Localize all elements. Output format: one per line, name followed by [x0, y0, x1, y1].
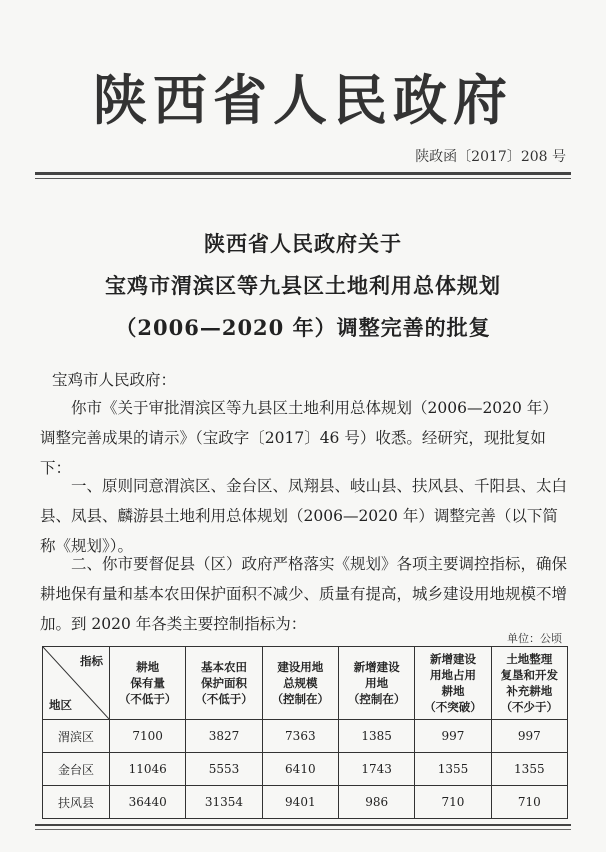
- table-cell: 986: [338, 786, 414, 819]
- column-header-line: （不少于）: [500, 700, 559, 714]
- document-number: 陕政函〔2017〕208 号: [415, 149, 566, 165]
- table-cell: 710: [415, 786, 491, 819]
- table-cell: 6410: [262, 753, 338, 786]
- column-header-line: 用地: [365, 676, 389, 690]
- corner-label-indicator: 指标: [80, 654, 103, 668]
- column-header-line: 补充耕地: [506, 684, 553, 698]
- table-cell: 1385: [338, 720, 414, 753]
- column-header-line: 土地整理: [506, 652, 553, 666]
- table-cell: 1743: [338, 753, 414, 786]
- header-divider-thin: [35, 178, 571, 179]
- column-header-line: 基本农田: [200, 660, 247, 674]
- table-cell: 710: [491, 786, 567, 819]
- title-line-2: 宝鸡市渭滨区等九县区土地利用总体规划: [105, 273, 501, 298]
- column-header-line: 新增建设: [353, 660, 400, 674]
- paragraph-2: 一、原则同意渭滨区、金台区、凤翔县、岐山县、扶风县、千阳县、太白县、凤县、麟游县土地利用总体规划（2006—2020 年）调整完善（以下简称《规划》）。: [40, 477, 568, 555]
- column-header: [262, 647, 338, 720]
- column-header-line: （控制在）: [271, 692, 330, 706]
- column-header: [110, 647, 186, 720]
- indicator-table: [42, 646, 568, 819]
- column-header-line: （不突破）: [424, 700, 482, 714]
- column-header: [338, 647, 414, 720]
- table-cell: 7100: [110, 720, 186, 753]
- footer-divider-thin: [35, 829, 571, 830]
- title-line-3: （2006—2020 年）调整完善的批复: [115, 315, 491, 340]
- corner-label-region: 地区: [49, 698, 72, 712]
- column-header-line: 总规模: [283, 676, 318, 690]
- table-cell: 31354: [186, 786, 262, 819]
- table-cell: 36440: [110, 786, 186, 819]
- column-header-line: （控制在）: [347, 692, 406, 706]
- row-region-label: 扶风县: [43, 786, 110, 819]
- column-header-line: 保有量: [130, 676, 165, 690]
- table-cell: 997: [491, 720, 567, 753]
- column-header-line: 复垦和开发: [500, 668, 559, 682]
- column-header-line: 新增建设: [429, 652, 476, 666]
- table-cell: 1355: [491, 753, 567, 786]
- table-cell: 1355: [415, 753, 491, 786]
- column-header-line: 建设用地: [277, 660, 324, 674]
- column-header-line: 保护面积: [200, 676, 247, 690]
- table-cell: 5553: [186, 753, 262, 786]
- row-region-label: 渭滨区: [43, 720, 110, 753]
- table-cell: 7363: [262, 720, 338, 753]
- table-corner-cell: [43, 647, 110, 720]
- table-cell: 11046: [110, 753, 186, 786]
- column-header-line: 耕地: [136, 660, 160, 674]
- table-cell: 3827: [186, 720, 262, 753]
- table-body: [43, 720, 568, 819]
- column-header-line: （不低于）: [118, 692, 177, 706]
- government-header-title: 陕西省人民政府: [93, 68, 513, 132]
- header-divider-thick: [35, 172, 571, 175]
- table-unit-label: 单位：公顷: [507, 632, 562, 645]
- table-row: [43, 753, 568, 786]
- table-row: [43, 786, 568, 819]
- column-header-line: 耕地: [441, 684, 465, 698]
- column-header: [415, 647, 491, 720]
- title-line-1: 陕西省人民政府关于: [204, 231, 402, 256]
- column-header-line: 用地占用: [429, 668, 476, 682]
- paragraph-3: 二、你市要督促县（区）政府严格落实《规划》各项主要调控指标，确保耕地保有量和基本农田保护面积不减少、质量有提高，城乡建设用地规模不增加。到 2020 年各类主要控制指标为：: [40, 555, 568, 633]
- column-header: [186, 647, 262, 720]
- addressee: 宝鸡市人民政府：: [52, 371, 177, 389]
- column-header-line: （不低于）: [195, 692, 253, 706]
- column-header: [491, 647, 567, 720]
- table-header-row: [43, 647, 568, 720]
- paragraph-1: 你市《关于审批渭滨区等九县区土地利用总体规划（2006—2020 年）调整完善成果的请示》（宝政字〔2017〕46 号）收悉。经研究，现批复如下：: [40, 399, 558, 477]
- footer-divider-thick: [35, 824, 571, 826]
- table-cell: 9401: [262, 786, 338, 819]
- table-cell: 997: [415, 720, 491, 753]
- table-row: [43, 720, 568, 753]
- row-region-label: 金台区: [43, 753, 110, 786]
